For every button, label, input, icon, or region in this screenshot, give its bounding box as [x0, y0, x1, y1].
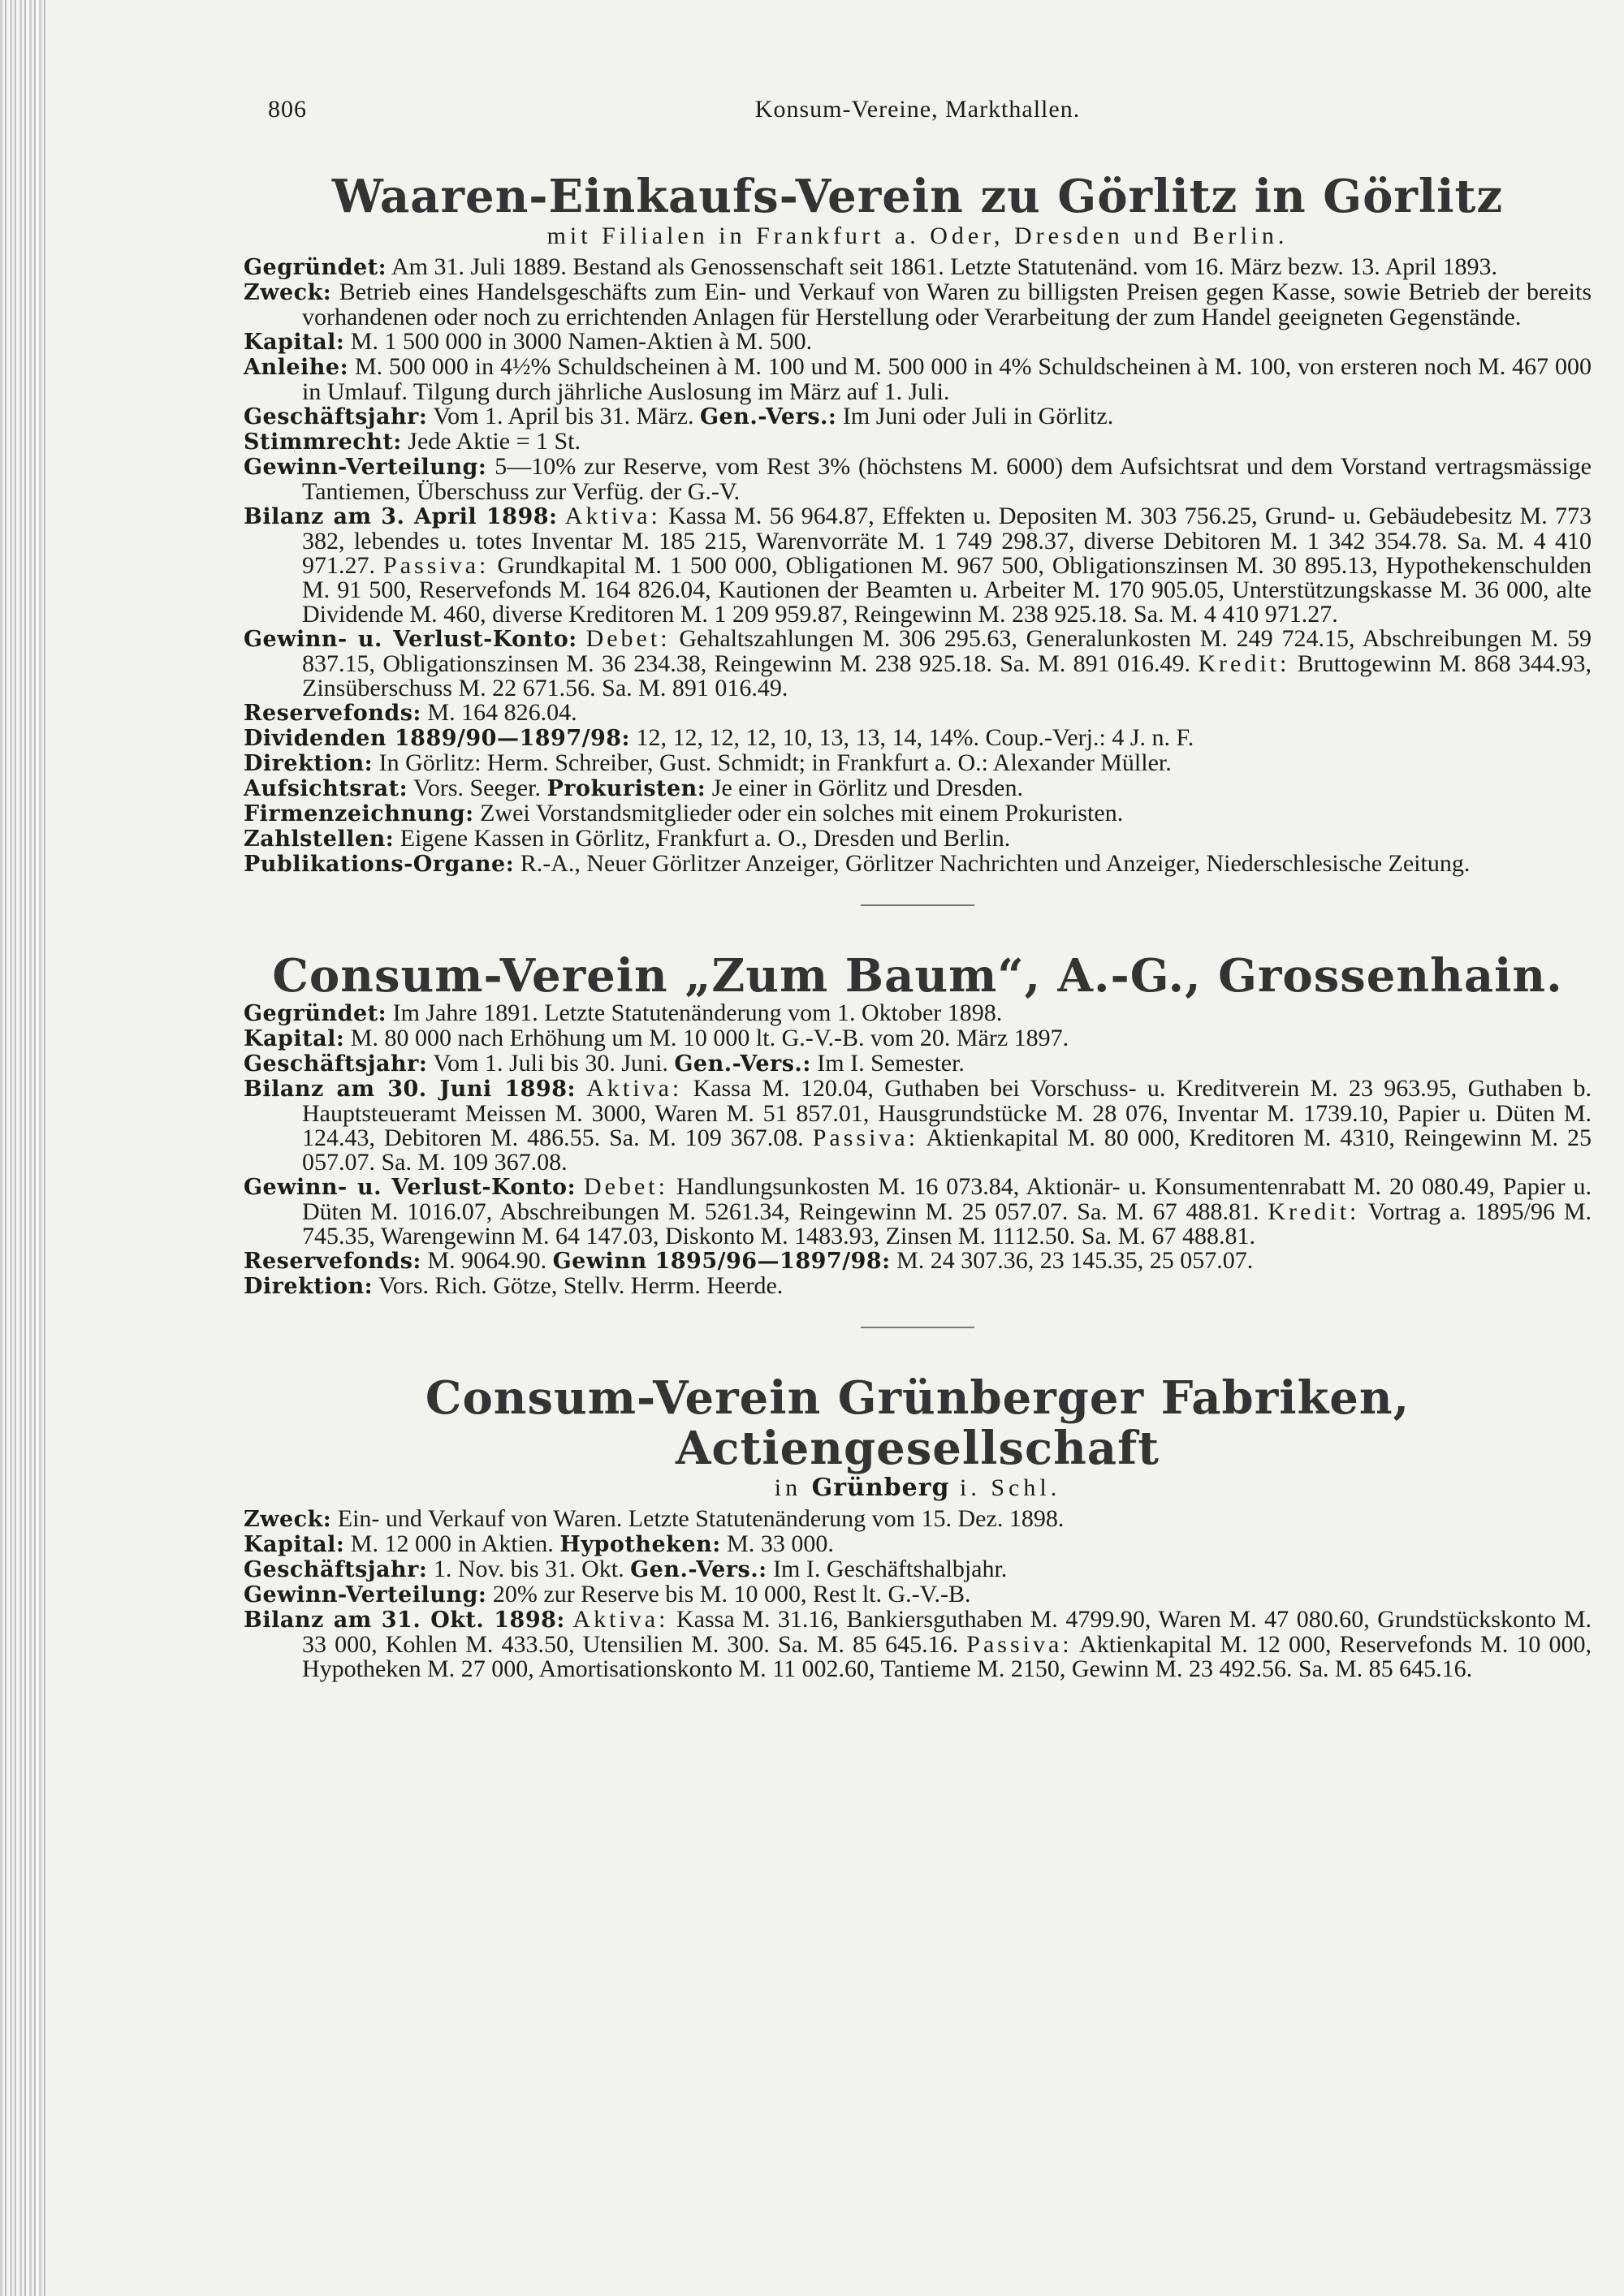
field-geschaeftsjahr: Geschäftsjahr: Vom 1. Juli bis 30. Juni. Gen.-Vers.: Im I. Semester.: [244, 1050, 965, 1077]
field-direktion: Direktion: Vors. Rich. Götze, Stellv. Herrm. Heerde.: [244, 1272, 784, 1300]
field-bilanz: Bilanz am 30. Juni 1898: Aktiva: Kassa M. 120.04, Guthaben bei Vorschuss- u. Kreditverein M. 23 963.95, Guthaben b. Hauptsteueramt Meissen M. 3000, Waren M. 51 857.01, Hausgrundstücke M. 28 076, Inventar M. 1739.10, Papier u. Düten M. 124.43, Debitoren M. 486.55. Sa. M. 109 367.08. Passiva: Aktienkapital M. 80 000, Kreditoren M. 4310, Reingewinn M. 25 057.07. Sa. M. 109 367.08.: [244, 1075, 1592, 1176]
company-title: Consum-Verein „Zum Baum“, A.-G., Grossenhain.: [272, 948, 1563, 1003]
field-dividenden: Dividenden 1889/90—1897/98: 12, 12, 12, 12, 10, 13, 13, 14, 14%. Coup.-Verj.: 4 J. n. F.: [244, 723, 1194, 751]
field-geschaeftsjahr: Geschäftsjahr: 1. Nov. bis 31. Okt. Gen.-Vers.: Im I. Geschäftshalbjahr.: [244, 1556, 1008, 1583]
field-gewinn-verteilung: Gewinn-Verteilung: 5—10% zur Reserve, vom Rest 3% (höchstens M. 6000) dem Aufsichtsrat und dem Vorstand vertragsmässige Tantiemen, Überschuss zur Verfüg. der G.-V.: [244, 452, 1592, 505]
page: [244, 96, 1592, 1681]
company-subtitle: mit Filialen in Frankfurt a. Oder, Dresden und Berlin.: [546, 222, 1289, 249]
company-title: Waaren-Einkaufs-Verein zu Görlitz in Görlitz: [331, 170, 1504, 223]
company-subtitle: in Grünberg i. Schl.: [774, 1474, 1061, 1503]
field-gewinn-verlust-konto: Gewinn- u. Verlust-Konto: Debet: Handlungsunkosten M. 16 073.84, Aktionär- u. Konsumentenrabatt M. 20 080.49, Papier u. Düten M. 1016.07, Abschreibungen M. 5261.34, Reingewinn M. 25 057.07. Sa. M. 67 488.81. Kredit: Vortrag a. 1895/96 M. 745.35, Warengewinn M. 64 147.03, Diskonto M. 1483.93, Zinsen M. 1112.50. Sa. M. 67 488.81.: [244, 1173, 1592, 1250]
field-bilanz: Bilanz am 3. April 1898: Aktiva: Kassa M. 56 964.87, Effekten u. Depositen M. 303 756.25, Grund- u. Gebäudebesitz M. 773 382, lebendes u. totes Inventar M. 185 215, Warenvorräte M. 1 749 298.37, diverse Debitoren M. 1 342 354.78. Sa. M. 4 410 971.27. Passiva: Grundkapital M. 1 500 000, Obligationen M. 967 500, Obligationszinsen M. 30 895.13, Hypothekenschulden M. 91 500, Reservefonds M. 164 826.04, Kautionen der Beamten u. Arbeiter M. 170 905.05, Unterstützungskasse M. 36 000, alte Dividende M. 460, diverse Kreditoren M. 1 209 959.87, Reingewinn M. 238 925.18. Sa. M. 4 410 971.27.: [244, 502, 1592, 628]
field-publikations-organe: Publikations-Organe: R.-A., Neuer Görlitzer Anzeiger, Görlitzer Nachrichten und Anzeiger, Niederschlesische Zeitung.: [244, 849, 1471, 877]
page-header: [244, 96, 1592, 136]
field-kapital: Kapital: M. 80 000 nach Erhöhung um M. 10 000 lt. G.-V.-B. vom 20. März 1897.: [244, 1025, 1069, 1052]
field-aufsichtsrat: Aufsichtsrat: Vors. Seeger. Prokuristen: Je einer in Görlitz und Dresden.: [244, 774, 1023, 801]
company-entry-grossenhain: [244, 948, 1592, 1300]
field-geschaeftsjahr: Geschäftsjahr: Vom 1. April bis 31. März. Gen.-Vers.: Im Juni oder Juli in Görlitz.: [244, 402, 1114, 429]
field-zweck: Zweck: Ein- und Verkauf von Waren. Letzte Statutenänderung vom 15. Dez. 1898.: [244, 1505, 1065, 1533]
field-zahlstellen: Zahlstellen: Eigene Kassen in Görlitz, Frankfurt a. O., Dresden und Berlin.: [244, 824, 1011, 852]
field-stimmrecht: Stimmrecht: Jede Aktie = 1 St.: [244, 427, 581, 455]
field-gegruendet: Gegründet: Im Jahre 1891. Letzte Statutenänderung vom 1. Oktober 1898.: [244, 999, 1003, 1027]
field-direktion: Direktion: In Görlitz: Herm. Schreiber, Gust. Schmidt; in Frankfurt a. O.: Alexander Müller.: [244, 749, 1172, 776]
field-bilanz: Bilanz am 31. Okt. 1898: Aktiva: Kassa M. 31.16, Bankiersguthaben M. 4799.90, Waren M. 47 080.60, Grundstückskonto M. 33 000, Kohlen M. 433.50, Utensilien M. 300. Sa. M. 85 645.16. Passiva: Aktienkapital M. 12 000, Reservefonds M. 10 000, Hypotheken M. 27 000, Amortisationskonto M. 11 002.60, Tantieme M. 2150, Gewinn M. 23 492.56. Sa. M. 85 645.16.: [244, 1606, 1592, 1683]
company-entry-gruenberg: [244, 1371, 1592, 1683]
field-gewinn-verteilung: Gewinn-Verteilung: 20% zur Reserve bis M. 10 000, Rest lt. G.-V.-B.: [244, 1581, 971, 1608]
field-gewinn-verlust-konto: Gewinn- u. Verlust-Konto: Debet: Gehaltszahlungen M. 306 295.63, Generalunkosten M. 249 724.15, Abschreibungen M. 59 837.15, Obligationszinsen M. 36 234.38, Reingewinn M. 238 925.18. Sa. M. 891 016.49. Kredit: Bruttogewinn M. 868 344.93, Zinsüberschuss M. 22 671.56. Sa. M. 891 016.49.: [244, 624, 1592, 701]
company-entry-goerlitz: [244, 172, 1592, 877]
company-title: Consum-Verein Grünberger Fabriken, Actiengesellschaft: [425, 1371, 1410, 1475]
field-gegruendet: Gegründet: Am 31. Juli 1889. Bestand als Genossenschaft seit 1861. Letzte Statutenänd. vom 16. März bezw. 13. April 1893.: [244, 252, 1497, 280]
field-anleihe: Anleihe: M. 500 000 in 4½% Schuldscheinen à M. 100 und M. 500 000 in 4% Schuldscheinen à M. 100, von ersteren noch M. 467 000 in Umlauf. Tilgung durch jährliche Auslosung im März auf 1. Juli.: [244, 352, 1592, 405]
book-binding-edge: [0, 0, 47, 2296]
field-kapital: Kapital: M. 12 000 in Aktien. Hypotheken: M. 33 000.: [244, 1530, 834, 1558]
section-divider: [861, 904, 974, 906]
field-reservefonds: Reservefonds: M. 164 826.04.: [244, 698, 577, 726]
running-title: Konsum-Vereine, Markthallen.: [754, 96, 1081, 123]
field-zweck: Zweck: Betrieb eines Handelsgeschäfts zum Ein- und Verkauf von Waren zu billigsten Preisen gegen Kasse, sowie Betrieb der bereits vorhandenen oder noch zu errichtenden Anlagen für Herstellung oder Verarbeitung der zum Handel geeigneten Gegenstände.: [244, 278, 1592, 330]
field-firmenzeichnung: Firmenzeichnung: Zwei Vorstandsmitglieder oder ein solches mit einem Prokuristen.: [244, 799, 1124, 826]
section-divider: [861, 1327, 974, 1328]
field-reservefonds: Reservefonds: M. 9064.90. Gewinn 1895/96—1897/98: M. 24 307.36, 23 145.35, 25 057.07.: [244, 1247, 1254, 1275]
page-number: 806: [268, 96, 307, 123]
field-kapital: Kapital: M. 1 500 000 in 3000 Namen-Aktien à M. 500.: [244, 327, 813, 355]
